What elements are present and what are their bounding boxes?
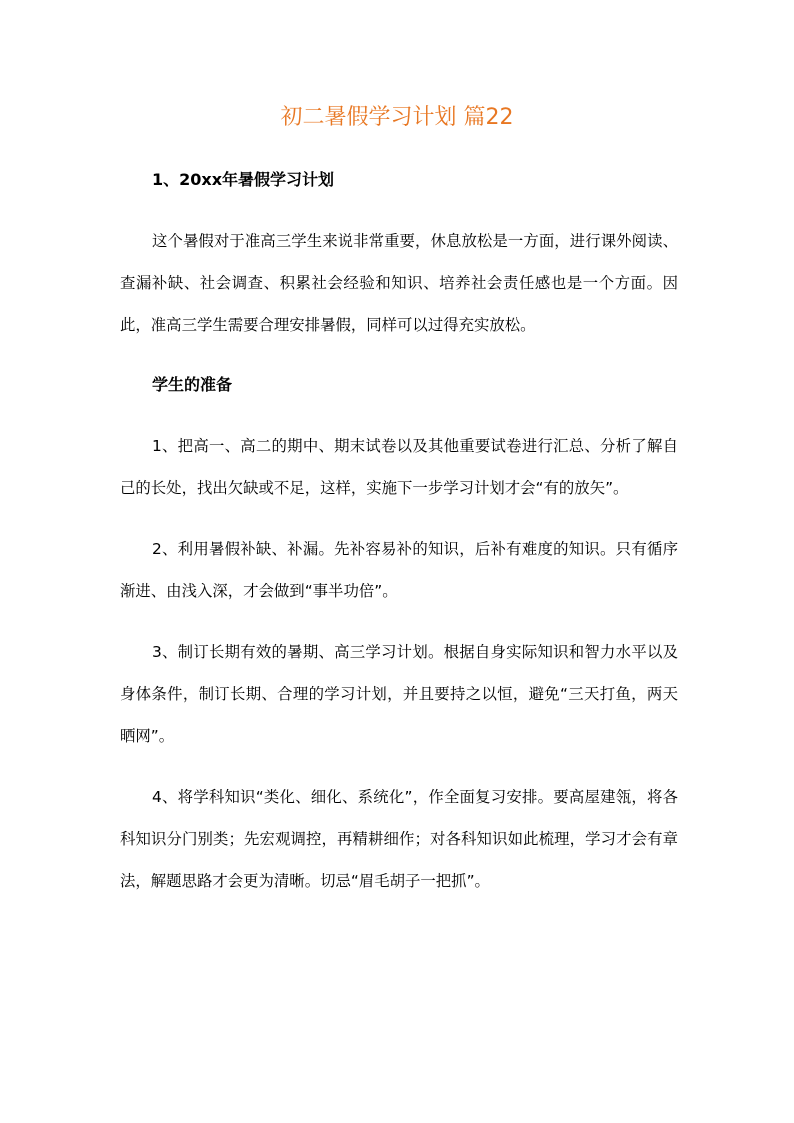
document-title: 初二暑假学习计划 篇22 [280, 105, 514, 130]
list-item-1: 1、把高一、高二的期中、期末试卷以及其他重要试卷进行汇总、分析了解自己的长处，找出欠缺或不足，这样，实施下一步学习计划才会“有的放矢”。 [120, 437, 678, 497]
list-item-4: 4、将学科知识“类化、细化、系统化”，作全面复习安排。要高屋建瓴，将各科知识分门别类；先宏观调控，再精耕细作；对各科知识如此梳理，学习才会有章法，解题思路才会更为清晰。切忌“眉毛胡子一把抓”。 [120, 788, 678, 890]
list-item-2: 2、利用暑假补缺、补漏。先补容易补的知识，后补有难度的知识。只有循序渐进、由浅入深，才会做到“事半功倍”。 [120, 540, 678, 600]
list-item-3: 3、制订长期有效的暑期、高三学习计划。根据自身实际知识和智力水平以及身体条件，制订长期、合理的学习计划，并且要持之以恒，避免“三天打鱼，两天晒网”。 [120, 643, 678, 745]
intro-paragraph: 这个暑假对于准高三学生来说非常重要，休息放松是一方面，进行课外阅读、查漏补缺、社会调查、积累社会经验和知识、培养社会责任感也是一个方面。因此，准高三学生需要合理安排暑假，同样可以过得充实放松。 [120, 232, 678, 334]
section-heading-plan: 1、20xx年暑假学习计划 [152, 170, 335, 189]
section-heading-preparation: 学生的准备 [152, 375, 233, 394]
